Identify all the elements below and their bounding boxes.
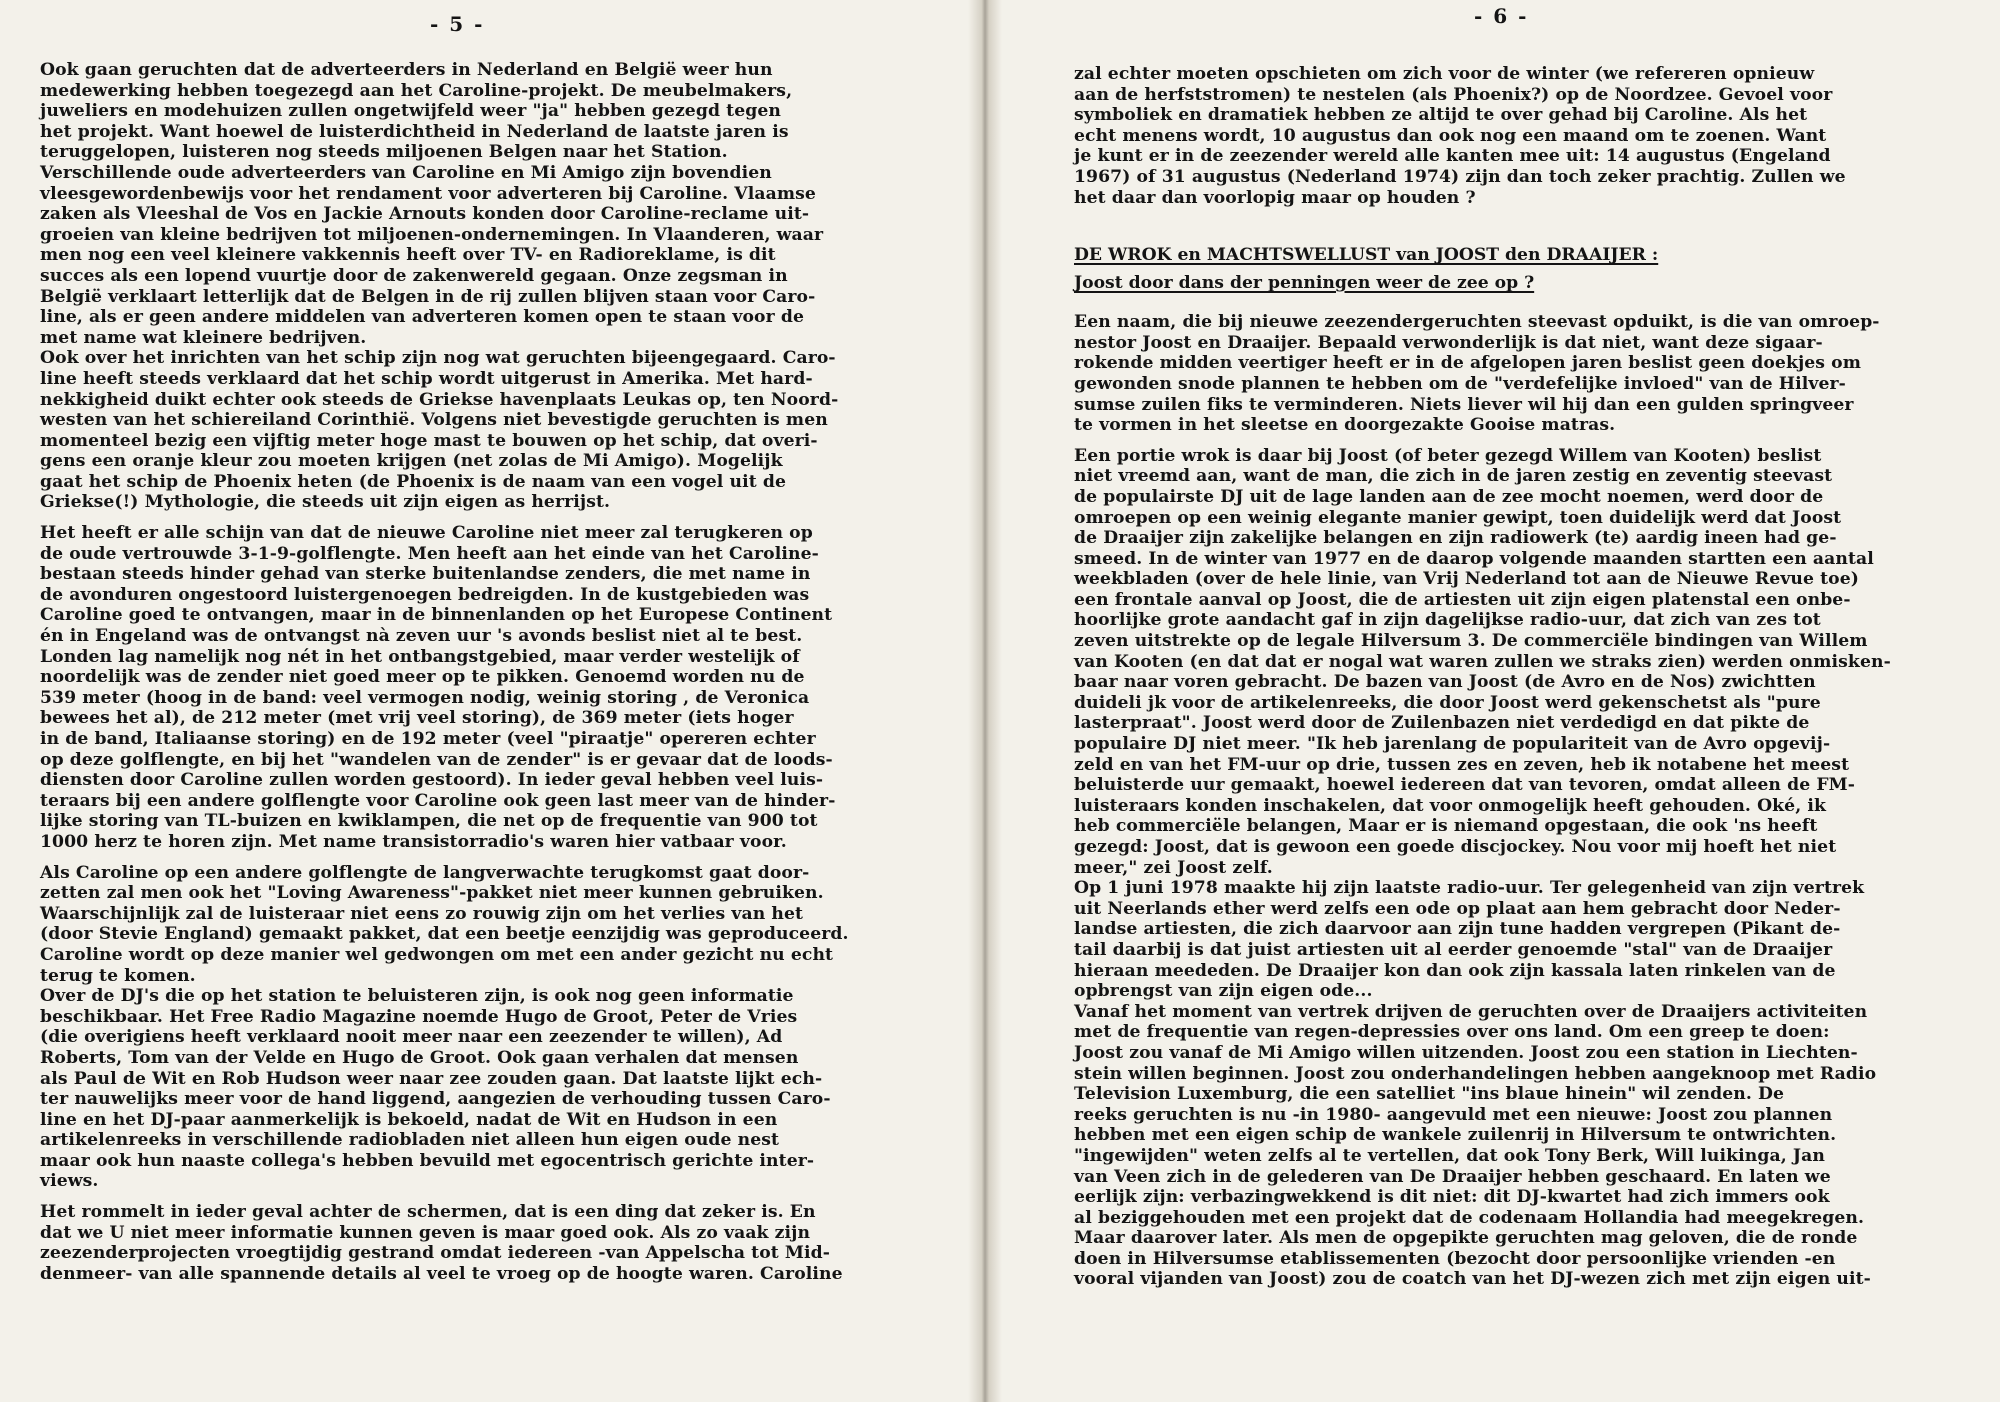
- page-number-left: - 5 -: [430, 12, 485, 36]
- paragraph-advertisers: Ook gaan geruchten dat de adverteerders in Nederland en België weer hun medewerking hebben toegezegd aan het Caroline-projekt. De meubelmakers, juweliers en modehuizen zullen ongetwijfeld weer "ja" hebben gezegd tegen het projekt. Want hoewel de luisterdichtheid in Nederland de laatste jaren is teruggelopen, luisteren nog steeds miljoenen Belgen naar het Station. Verschillende oude adverteerders van Caroline en Mi Amigo zijn bovendien vleesgewordenbewijs voor het rendament voor adverteren bij Caroline. Vlaamse zaken als Vleeshal de Vos en Jackie Arnouts konden door Caroline-reclame uit- groeien van kleine bedrijven tot miljoenen-ondernemingen. In Vlaanderen, waar men nog een veel kleinere vakkennis heeft over TV- en Radioreklame, is dit succes als een lopend vuurtje door de zakenwereld gegaan. Onze zegsman in België verklaart letterlijk dat de Belgen in de rij zullen blijven staan voor Caro- line, als er geen andere middelen van adverteren komen open te staan voor de met name wat kleinere bedrijven. Ook over het inrichten van het schip zijn nog wat geruchten bijeengegaard. Caro- line heeft steeds verklaard dat het schip wordt uitgerust in Amerika. Met hard- nekkigheid duikt echter ook steeds de Griekse havenplaats Leukas op, ten Noord- westen van het schiereiland Corinthië. Volgens niet bevestigde geruchten is men momenteel bezig een vijftig meter hoge mast te bouwen op het schip, dat overi- gens een oranje kleur zou moeten krijgen (net zolas de Mi Amigo). Mogelijk gaat het schip de Phoenix heten (de Phoenix is de naam van een vogel uit de Griekse(!) Mythologie, die steeds uit zijn eigen as herrijst.: [40, 60, 839, 513]
- page-right: [984, 0, 2000, 1402]
- book-gutter: [968, 0, 1002, 1402]
- page-number-right: - 6 -: [1474, 4, 1529, 28]
- paragraph-wavelength: Het heeft er alle schijn van dat de nieuwe Caroline niet meer zal terugkeren op de oude vertrouwde 3-1-9-golflengte. Men heeft aan het einde van het Caroline- bestaan steeds hinder gehad van sterke buitenlandse zenders, die met name in de avonduren ongestoord luistergenoegen bedreigden. In de kustgebieden was Caroline goed te ontvangen, maar in de binnenlanden op het Europese Continent én in Engeland was de ontvangst nà zeven uur 's avonds beslist niet al te best. Londen lag namelijk nog nét in het ontbangstgebied, maar verder westelijk of noordelijk was de zender niet goed meer op te pikken. Genoemd worden nu de 539 meter (hoog in de band: veel vermogen nodig, weinig storing , de Veronica bewees het al), de 212 meter (met vrij veel storing), de 369 meter (iets hoger in de band, Italiaanse storing) en de 192 meter (veel "piraatje" opereren echter op deze golflengte, en bij het "wandelen van de zender" is er gevaar dat de loods- diensten door Caroline zullen worden gestoord). In ieder geval hebben veel luis- teraars bij een andere golflengte voor Caroline ook geen last meer van de hinder- lijke storing van TL-buizen en kwiklampen, die net op de frequentie van 900 tot 1000 herz te horen zijn. Met name transistorradio's waren hier vatbaar voor.: [40, 523, 836, 852]
- paragraph-joost-grudge: Een portie wrok is daar bij Joost (of beter gezegd Willem van Kooten) beslist niet vreemd aan, want de man, die zich in de jaren zestig en zeventig steevast de populairste DJ uit de lage landen aan de zee mocht noemen, werd door de omroepen op een weinig elegante manier gewipt, toen duidelijk werd dat Joost de Draaijer zijn zakelijke belangen en zijn radiowerk (te) aardig ineen had ge- smeed. In de winter van 1977 en de daarop volgende maanden startten een aantal weekbladen (over de hele linie, van Vrij Nederland tot aan de Nieuwe Revue toe) een frontale aanval op Joost, die de artiesten uit zijn eigen platenstal een onbe- hoorlijke grote aandacht gaf in zijn dagelijkse radio-uur, dat zich van zes tot zeven uitstrekte op de legale Hilversum 3. De commerciële bindingen van Willem van Kooten (en dat dat er nogal wat waren zullen we straks zien) werden onmisken- baar naar voren gebracht. De bazen van Joost (de Avro en de Nos) zwichtten duideli jk voor de artikelenreeks, die door Joost werd gekenschetst als "pure lasterpraat". Joost werd door de Zuilenbazen niet verdedigd en dat pikte de populaire DJ niet meer. "Ik heb jarenlang de populariteit van de Avro opgevij- zeld en van het FM-uur op drie, tussen zes en zeven, heb ik notabene het meest beluisterde uur gemaakt, hoewel iedereen dat van tevoren, omdat alleen de FM- luisteraars konden inschakelen, dat voor onmogelijk heeft gehouden. Oké, ik heb commerciële belangen, Maar er is niemand opgestaan, die ook 'ns heeft gezegd: Joost, dat is gewoon een goede discjockey. Nou voor mij hoeft het niet meer," zei Joost zelf. Op 1 juni 1978 maakte hij zijn laatste radio-uur. Ter gelegenheid van zijn vertrek uit Neerlands ether werd zelfs een ode op plaat aan hem gebracht door Neder- landse artiesten, die zich daarvoor aan zijn tune hadden vergrepen (Pikant de- tail daarbij is dat juist artiesten uit al eerder genoemde "stal" van de Draaijer hieraan meededen. De Draaijer kon dan ook zijn kassala laten rinkelen van de opbrengst van zijn eigen ode... Vanaf het moment van vertrek drijven de geruchten over de Draaijers activiteiten met de frequentie van regen-depressies over ons land. Om een greep te doen: Joost zou vanaf de Mi Amigo willen uitzenden. Joost zou een station in Liechten- stein willen beginnen. Joost zou onderhandelingen hebben aangeknoop met Radio Television Luxemburg, die een satelliet "ins blaue hinein" wil zenden. De reeks geruchten is nu -in 1980- aangevuld met een nieuwe: Joost zou plannen hebben met een eigen schip de wankele zuilenrij in Hilversum te ontwrichten. "ingewijden" weten zelfs al te vertellen, dat ook Tony Berk, Will luikinga, Jan van Veen zich in de gelederen van De Draaijer hebben geschaard. En laten we eerlijk zijn: verbazingwekkend is dit niet: dit DJ-kwartet had zich immers ook al beziggehouden met een projekt dat de codenaam Hollandia had meegekregen. Maar daarover later. Als men de opgepikte geruchten mag geloven, die de ronde doen in Hilversumse etablissementen (bezocht door persoonlijke vrienden -en vooral vijanden van Joost) zou de coatch van het DJ-wezen zich met zijn eigen uit-: [1074, 445, 1891, 1290]
- section-heading: DE WROK en MACHTSWELLUST van JOOST den DRAAIJER :: [1074, 245, 1659, 266]
- paragraph-joost-intro: Een naam, die bij nieuwe zeezendergeruchten steevast opduikt, is die van omroep- nestor Joost en Draaijer. Bepaald verwonderlijk is dat niet, want deze sigaar- rokende midden veertiger heeft er in de afgelopen jaren beslist geen doekjes om gewonden snode plannen te hebben om de "verdefelijke invloed" van de Hilver- sumse zuilen fiks te verminderen. Niets liever wil hij dan een gulden springveer te vormen in het sleetse en doorgezakte Gooise matras.: [1074, 312, 1880, 436]
- paragraph-rumbling: Het rommelt in ieder geval achter de schermen, dat is een ding dat zeker is. En dat we U niet meer informatie kunnen geven is maar goed ook. Als zo vaak zijn zeezenderprojecten vroegtijdig gestrand omdat iedereen -van Appelscha tot Mid- denmeer- van alle spannende details al veel te vroeg op de hoogte waren. Caroline: [40, 1202, 843, 1284]
- section-subheading: Joost door dans der penningen weer de zee op ?: [1074, 273, 1535, 294]
- paragraph-continued: zal echter moeten opschieten om zich voor de winter (we refereren opnieuw aan de herfststromen) te nestelen (als Phoenix?) op de Noordzee. Gevoel voor symboliek en dramatiek hebben ze altijd te over gehad bij Caroline. Als het echt menens wordt, 10 augustus dan ook nog een maand om te zoenen. Want je kunt er in de zeezender wereld alle kanten mee uit: 14 augustus (Engeland 1967) of 31 augustus (Nederland 1974) zijn dan toch zeker prachtig. Zullen we het daar dan voorlopig maar op houden ?: [1074, 64, 1846, 208]
- paragraph-loving-awareness: Als Caroline op een andere golflengte de langverwachte terugkomst gaat door- zetten zal men ook het "Loving Awareness"-pakket niet meer kunnen gebruiken. Waarschijnlijk zal de luisteraar niet eens zo rouwig zijn om het verlies van het (door Stevie England) gemaakt pakket, dat een beetje eenzijdig was geproduceerd. Caroline wordt op deze manier wel gedwongen om met een ander gezicht nu echt terug te komen. Over de DJ's die op het station te beluisteren zijn, is ook nog geen informatie beschikbaar. Het Free Radio Magazine noemde Hugo de Groot, Peter de Vries (die overigiens heeft verklaard nooit meer naar een zeezender te willen), Ad Roberts, Tom van der Velde en Hugo de Groot. Ook gaan verhalen dat mensen als Paul de Wit en Rob Hudson weer naar zee zouden gaan. Dat laatste lijkt ech- ter nauwelijks meer voor de hand liggend, aangezien de verhouding tussen Caro- line en het DJ-paar aanmerkelijk is bekoeld, nadat de Wit en Hudson in een artikelenreeks in verschillende radiobladen niet alleen hun eigen oude nest maar ook hun naaste collega's hebben bevuild met egocentrisch gerichte inter- views.: [40, 862, 849, 1192]
- page-left: [0, 0, 984, 1402]
